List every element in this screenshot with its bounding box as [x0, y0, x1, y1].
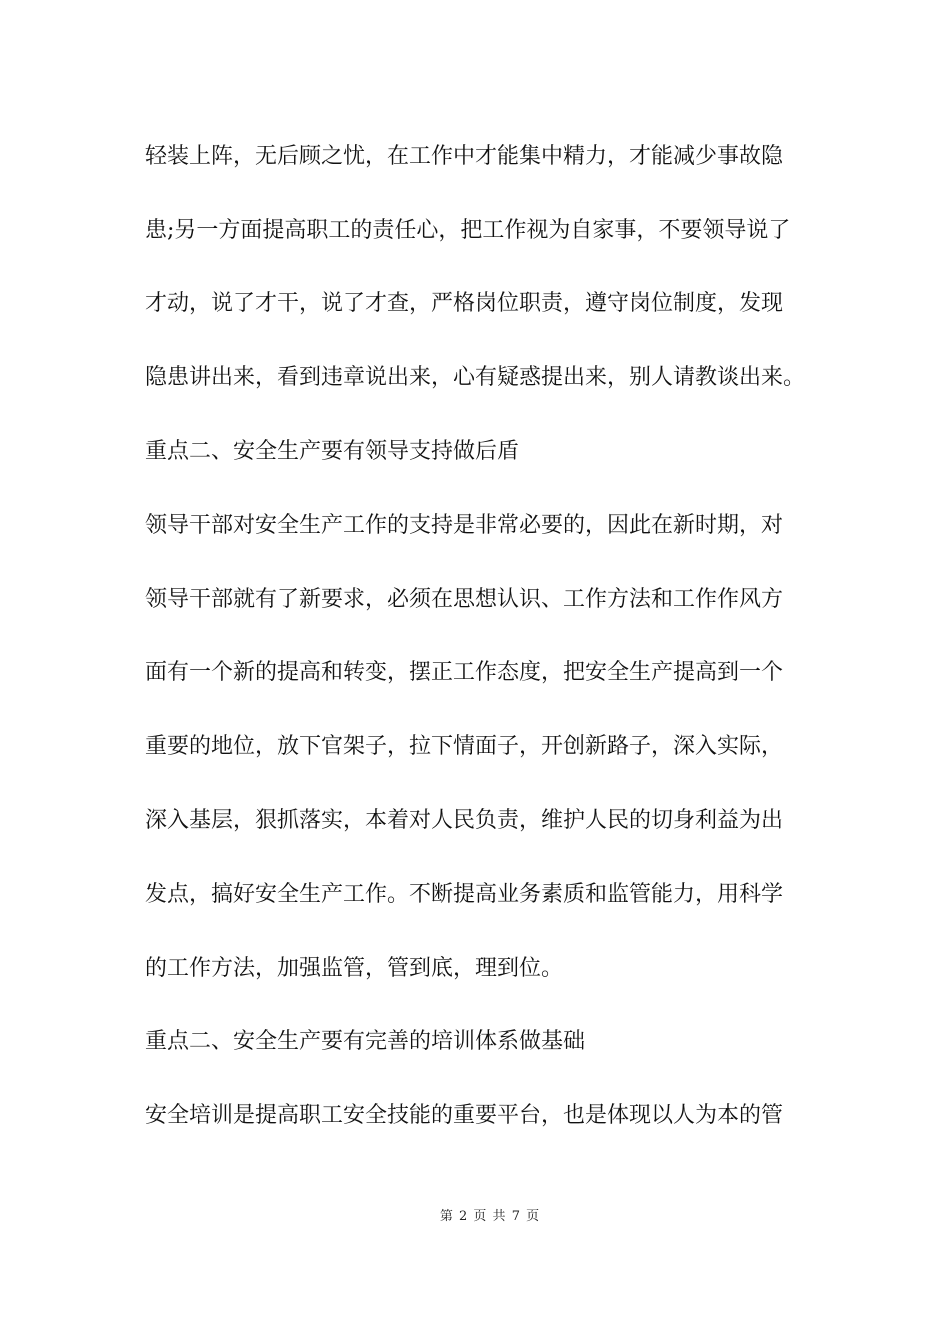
text-line: 轻装上阵，无后顾之忧，在工作中才能集中精力，才能减少事故隐: [145, 144, 784, 169]
text-line: 深入基层，狠抓落实，本着对人民负责，维护人民的切身利益为出: [145, 808, 784, 833]
section-heading: 重点二、安全生产要有领导支持做后盾: [145, 439, 520, 464]
text-line: 领导干部对安全生产工作的支持是非常必要的，因此在新时期，对: [145, 513, 784, 538]
text-line: 重要的地位，放下官架子，拉下情面子，开创新路子，深入实际，: [145, 734, 784, 759]
text-line: 患;另一方面提高职工的责任心，把工作视为自家事，不要领导说了: [145, 218, 791, 243]
section-heading: 重点二、安全生产要有完善的培训体系做基础: [145, 1029, 586, 1054]
page-number: 第 2 页 共 7 页: [439, 1209, 541, 1224]
text-line: 安全培训是提高职工安全技能的重要平台，也是体现以人为本的管: [145, 1103, 784, 1128]
text-line: 隐患讲出来，看到违章说出来，心有疑惑提出来，别人请教谈出来。: [145, 365, 806, 390]
text-line: 面有一个新的提高和转变，摆正工作态度，把安全生产提高到一个: [145, 660, 784, 685]
text-line: 发点，搞好安全生产工作。不断提高业务素质和监管能力，用科学: [145, 882, 784, 907]
text-line: 领导干部就有了新要求，必须在思想认识、工作方法和工作作风方: [145, 587, 784, 612]
text-line: 的工作方法，加强监管，管到底，理到位。: [145, 956, 564, 981]
text-line: 才动，说了才干，说了才查，严格岗位职责，遵守岗位制度，发现: [145, 291, 784, 316]
